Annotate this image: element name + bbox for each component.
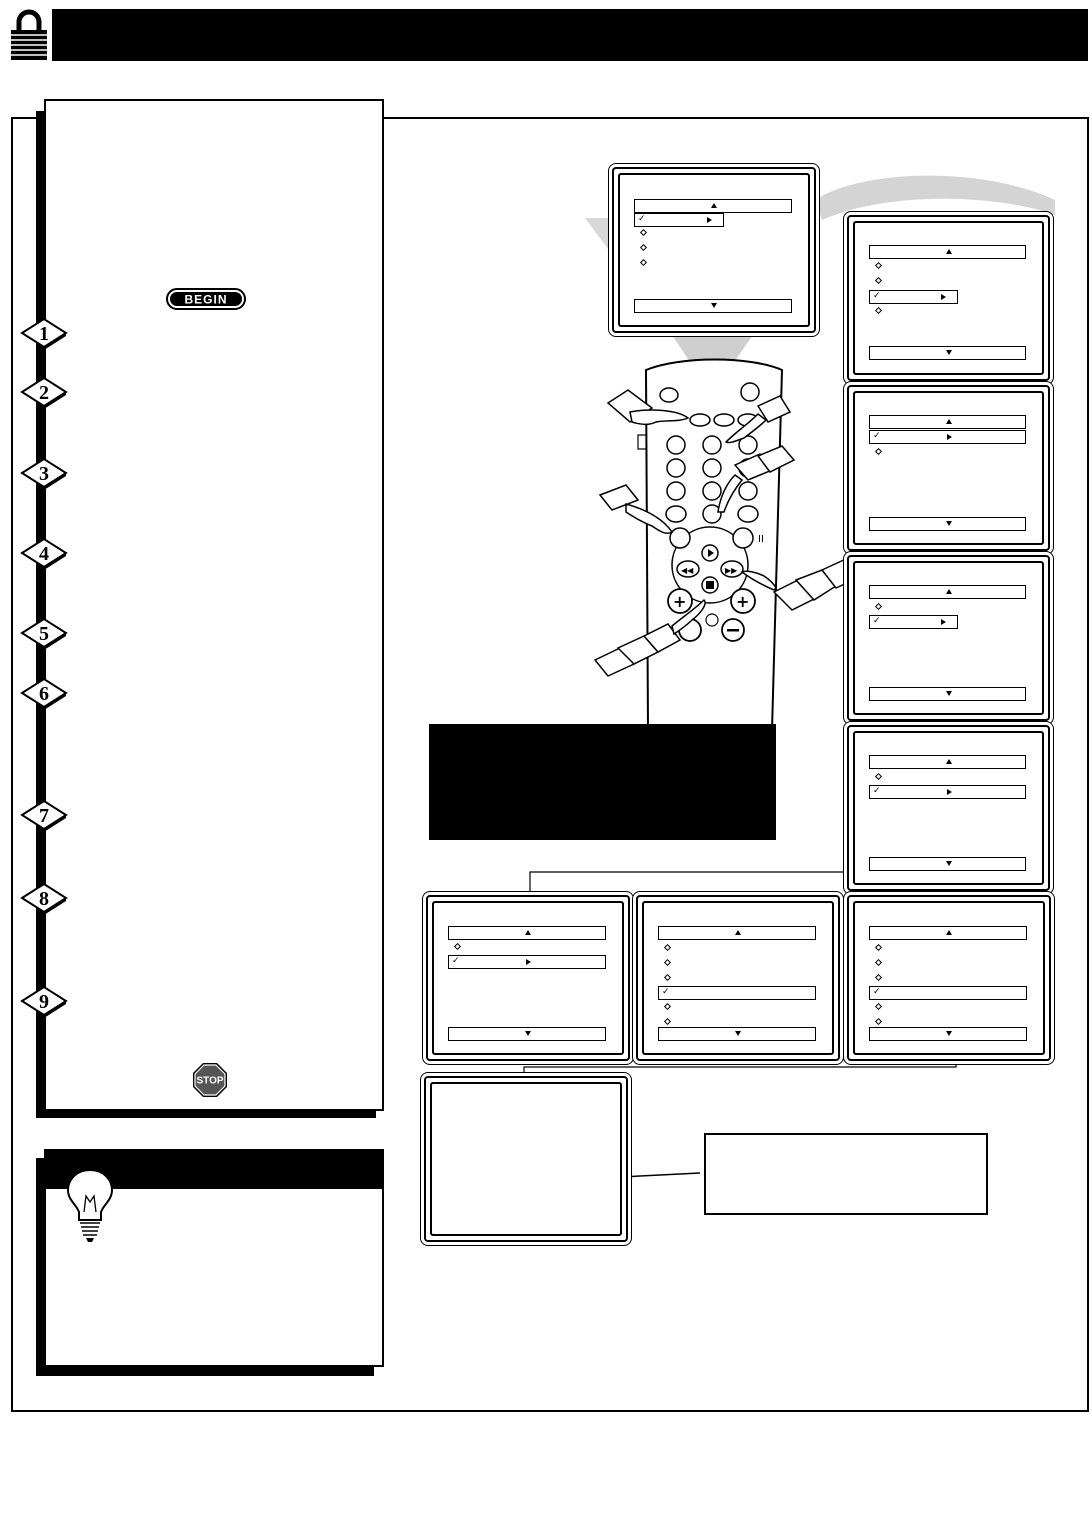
stop-sign-icon [192, 1062, 228, 1098]
step-number-text: 6 [39, 683, 49, 705]
menu-scroll-down-bar [869, 1027, 1027, 1041]
black-info-panel [429, 724, 776, 840]
svg-text:II: II [758, 534, 764, 545]
step-number-text: 9 [39, 991, 49, 1013]
menu-scroll-up-bar [869, 585, 1026, 599]
down-arrow-icon [946, 350, 952, 355]
menu-item-selected [869, 986, 1027, 1000]
lock-icon [9, 8, 49, 62]
right-arrow-icon [941, 294, 946, 300]
step-number-3 [20, 457, 68, 489]
menu-scroll-down-bar [448, 1027, 606, 1041]
menu-scroll-up-bar [634, 199, 792, 213]
svg-text:◀◀: ◀◀ [681, 566, 694, 575]
step-number-text: 2 [39, 382, 49, 404]
menu-scroll-up-bar [869, 926, 1027, 940]
up-arrow-icon [946, 419, 952, 424]
beam-right [815, 176, 1055, 220]
up-arrow-icon [946, 589, 952, 594]
right-arrow-icon [941, 619, 946, 625]
screen-b3 [847, 895, 1051, 1061]
step-number-text: 8 [39, 888, 49, 910]
screen-r2 [847, 385, 1050, 551]
check-icon: ✓ [873, 291, 881, 301]
step-number-1 [20, 317, 68, 349]
menu-scroll-up-bar [448, 926, 606, 940]
step-number-5 [20, 617, 68, 649]
screen-b1 [426, 895, 630, 1061]
step-number-text: 4 [39, 543, 49, 565]
svg-text:▶▶: ▶▶ [725, 566, 738, 575]
steps-panel [44, 99, 384, 1111]
menu-scroll-up-bar [869, 755, 1026, 769]
up-arrow-icon [735, 930, 741, 935]
step-number-9 [20, 985, 68, 1017]
step-number-8 [20, 882, 68, 914]
down-arrow-icon [946, 691, 952, 696]
check-icon: ✓ [638, 214, 646, 224]
menu-item-selected [634, 213, 724, 227]
menu-item-selected [869, 615, 958, 629]
step-number-2 [20, 376, 68, 408]
svg-text:+: + [673, 592, 687, 611]
up-arrow-icon [946, 759, 952, 764]
step-number-7 [20, 799, 68, 831]
stop-label: STOP [196, 1075, 224, 1087]
check-icon: ✓ [873, 616, 881, 626]
down-arrow-icon [946, 861, 952, 866]
menu-item-selected [869, 785, 1026, 799]
screen-b2 [636, 895, 840, 1061]
menu-item-selected [448, 955, 606, 969]
step-number-text: 7 [39, 805, 49, 827]
right-arrow-icon [526, 959, 531, 965]
step-number-4 [20, 537, 68, 569]
screen-r3 [847, 555, 1050, 721]
screen-r4 [847, 725, 1050, 891]
step-number-text: 3 [39, 463, 49, 485]
menu-scroll-down-bar [658, 1027, 816, 1041]
menu-scroll-down-bar [869, 687, 1026, 701]
down-arrow-icon [735, 1031, 741, 1036]
right-arrow-icon [947, 789, 952, 795]
menu-scroll-down-bar [634, 299, 792, 313]
menu-item-selected [869, 290, 958, 304]
down-arrow-icon [946, 521, 952, 526]
up-arrow-icon [525, 930, 531, 935]
screen-r1 [847, 215, 1050, 381]
menu-scroll-down-bar [869, 517, 1026, 531]
menu-scroll-down-bar [869, 857, 1026, 871]
down-arrow-icon [525, 1031, 531, 1036]
check-icon: ✓ [873, 987, 881, 997]
callout-box [704, 1133, 988, 1215]
up-arrow-icon [946, 930, 952, 935]
check-icon: ✓ [873, 431, 881, 441]
menu-scroll-up-bar [658, 926, 816, 940]
step-number-text: 1 [39, 323, 49, 345]
svg-text:+: + [736, 592, 750, 611]
screen-top [612, 167, 816, 333]
menu-scroll-up-bar [869, 415, 1026, 429]
down-arrow-icon [946, 1031, 952, 1036]
menu-item-selected [869, 430, 1026, 444]
up-arrow-icon [711, 203, 717, 208]
menu-scroll-up-bar [869, 245, 1026, 259]
up-arrow-icon [946, 249, 952, 254]
right-arrow-icon [707, 217, 712, 223]
begin-label: BEGIN [184, 292, 228, 307]
menu-item-selected [658, 986, 816, 1000]
begin-badge [166, 288, 246, 310]
down-arrow-icon [711, 303, 717, 308]
right-arrow-icon [947, 434, 952, 440]
step-number-6 [20, 677, 68, 709]
screen-result [424, 1076, 628, 1242]
check-icon: ✓ [873, 786, 881, 796]
menu-scroll-down-bar [869, 346, 1026, 360]
header-bar [52, 9, 1088, 61]
check-icon: ✓ [662, 987, 670, 997]
light-bulb-icon [44, 1150, 136, 1246]
check-icon: ✓ [452, 956, 460, 966]
step-number-text: 5 [39, 623, 49, 645]
